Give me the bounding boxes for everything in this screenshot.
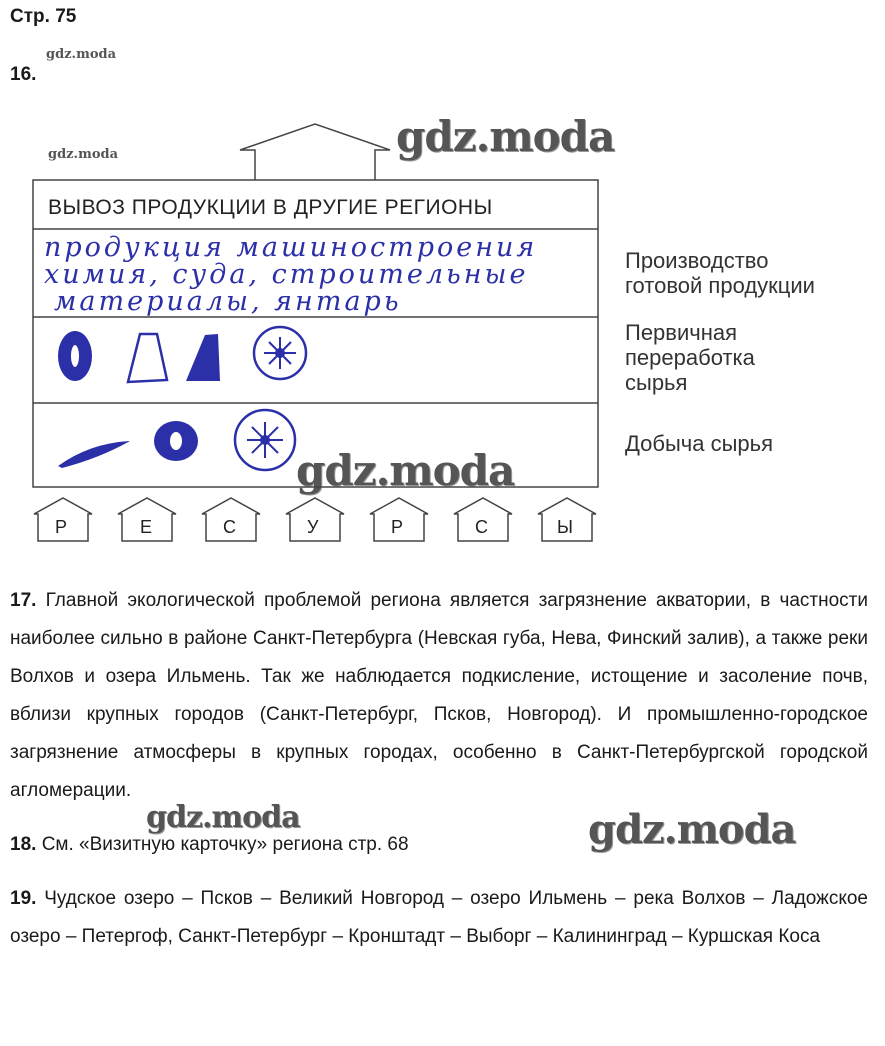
watermark: gdz.moda [146,800,300,835]
watermark: gdz.moda [588,806,796,853]
sun-symbol-icon [235,410,295,470]
arrow-letter: Р [391,517,404,537]
watermark: gdz.moda [396,112,615,161]
watermark: gdz.moda [46,47,117,62]
arrow-letter: У [307,517,319,537]
task-16-number: 16. [10,64,37,85]
trapezoid-filled-icon [186,334,220,381]
handwriting-line: продукция машиностроения [44,232,538,263]
resource-arrow [118,498,176,541]
diagram-header: ВЫВОЗ ПРОДУКЦИИ В ДРУГИЕ РЕГИОНЫ [48,196,493,219]
task-17 [10,582,868,810]
resource-arrow [454,498,512,541]
resource-arrow [538,498,596,541]
lens-symbol-icon [58,441,130,468]
arrow-letter: Р [55,517,68,537]
arrow-letter: С [475,517,488,537]
task-19 [10,880,868,956]
task-17-number: 17. [10,590,37,611]
watermark: gdz.moda [48,147,119,162]
row-label-finished-products: Производство готовой продукции [625,248,815,298]
watermark: gdz.moda [296,446,515,495]
task-19-text: Чудское озеро – Псков – Великий Новгород – озеро Ильмень – река Волхов – Ладожское озеро – Петергоф, Санкт-Петербург – Кронштадт – Выборг – Калининград – Куршская Коса [10,888,868,947]
diagram-frame [33,180,598,487]
arrow-letter: Ы [557,517,573,537]
resource-arrow [370,498,428,541]
task-18-number: 18. [10,834,37,855]
row-label-raw-extraction: Добыча сырья [625,431,774,456]
task-17-text: Главной экологической проблемой региона является загрязнение акватории, в частности наиболее сильно в районе Санкт-Петербурга (Невская губа, Нева, Финский залив), а также реки Волхов и озера Ильмень. Так же наблюдается подкисление, истощение и засоление почв, вблизи крупных городов (Санкт-Петербург, Псков, Новгород). И промышленно-городское загрязнение атмосферы в крупных городах, особенно в Санкт-Петербургской городской агломерации. [10,590,869,801]
arrow-letter: С [223,517,236,537]
task-18 [10,826,868,864]
resource-arrow [34,498,92,541]
row-label-primary-processing: Первичная переработка сырья [625,320,755,395]
trapezoid-outline-icon [128,334,167,382]
handwriting-line: химия, суда, строительные [44,259,529,290]
task-18-text: См. «Визитную карточку» региона стр. 68 [41,834,409,855]
export-arrow [240,124,390,180]
resource-arrow [286,498,344,541]
sun-symbol-icon [254,327,306,379]
handwriting-line: материалы, янтарь [54,286,402,317]
arrow-letter: Е [140,517,153,537]
page-label: Стр. 75 [10,6,77,27]
resource-arrow [202,498,260,541]
task-19-number: 19. [10,888,37,909]
